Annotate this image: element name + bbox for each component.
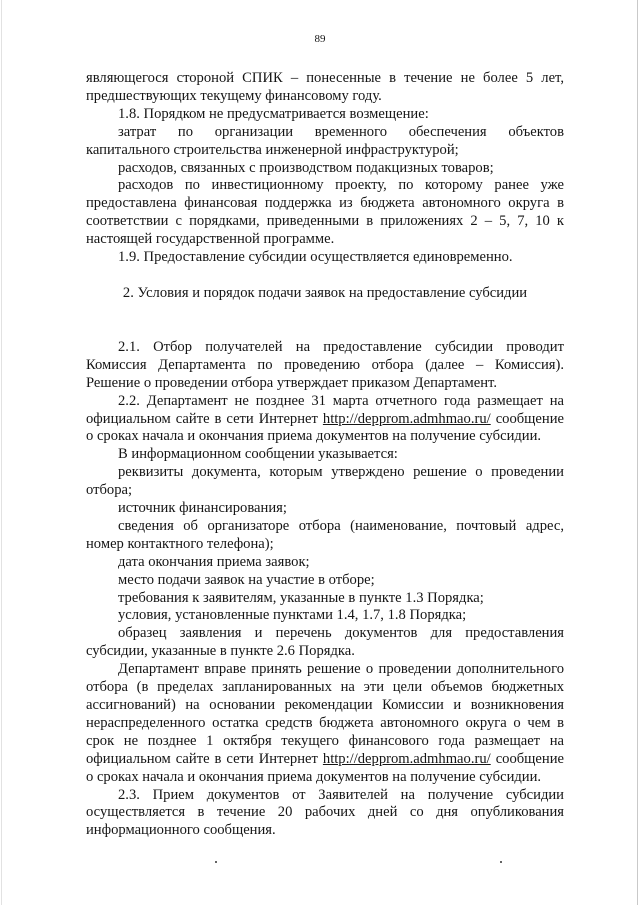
paragraph-line: предоставлена финансовая поддержка из бюджета автономного округа в <box>86 195 564 212</box>
paragraph-line: субсидии, указанные в пункте 2.6 Порядка. <box>86 643 355 660</box>
paragraph-line: место подачи заявок на участие в отборе; <box>118 571 375 588</box>
paragraph-line: сведения об организаторе отбора (наименование, почтовый адрес, <box>118 517 564 534</box>
paragraph-line: образец заявления и перечень документов для предоставления <box>118 625 564 642</box>
line-text: сообщение <box>495 410 564 427</box>
paragraph-line: Департамент вправе принять решение о проведении дополнительного <box>118 661 564 678</box>
paragraph-line: источник финансирования; <box>118 500 287 517</box>
paragraph-line: отбора (в пределах запланированных на эти цели объемов бюджетных <box>86 679 564 696</box>
scan-speck <box>500 861 502 863</box>
paragraph-line: предшествующих текущему финансовому году. <box>86 87 382 104</box>
paragraph-line: условия, установленные пунктами 1.4, 1.7, 1.8 Порядка; <box>118 607 467 624</box>
paragraph-line: В информационном сообщении указывается: <box>118 446 398 463</box>
paragraph-line: соответствии с порядками, приведенными в приложениях 2 – 5, 7, 10 к <box>86 213 564 230</box>
paragraph-line: 1.9. Предоставление субсидии осуществляется единовременно. <box>118 249 513 266</box>
paragraph-line: 2.3. Прием документов от Заявителей на получение субсидии <box>118 786 564 803</box>
paragraph-line: расходов по инвестиционному проекту, по которому ранее уже <box>118 177 564 194</box>
website-link[interactable]: http://depprom.admhmao.ru/ <box>322 410 491 427</box>
spacer <box>86 267 564 285</box>
paragraph-line <box>86 411 564 429</box>
paragraph-line: срок не позднее 1 октября текущего финансового года размещает на <box>86 732 564 749</box>
paragraph-line: расходов, связанных с производством подакцизных товаров; <box>118 159 494 176</box>
paragraph-line: настоящей государственной программе. <box>86 231 335 248</box>
page-edge-left <box>1 0 2 905</box>
paragraph-line: 2.2. Департамент не позднее 31 марта отчетного года размещает на <box>118 392 564 409</box>
line-text: сообщение <box>495 750 564 767</box>
paragraph-line: номер контактного телефона); <box>86 535 274 552</box>
spacer <box>86 303 564 339</box>
paragraph-line: о сроках начала и окончания приема документов на получение субсидии. <box>86 428 542 445</box>
paragraph-line: требования к заявителям, указанные в пункте 1.3 Порядка; <box>118 589 484 606</box>
paragraph-line: отбора; <box>86 482 133 499</box>
paragraph-line: Комиссия Департамента по проведению отбора (далее – Комиссия). <box>86 356 564 373</box>
paragraph-line <box>86 751 564 769</box>
website-link[interactable]: http://depprom.admhmao.ru/ <box>322 750 491 767</box>
line-text: официальном сайте в сети Интернет <box>86 410 318 427</box>
paragraph-line: информационного сообщения. <box>86 822 276 839</box>
line-text: официальном сайте в сети Интернет <box>86 750 318 767</box>
page-edge-right <box>637 0 638 905</box>
paragraph-line: реквизиты документа, которым утверждено решение о проведении <box>118 464 564 481</box>
paragraph-line: капитального строительства инженерной инфраструктурой; <box>86 141 459 158</box>
paragraph-line: затрат по организации временного обеспечения объектов <box>118 123 564 140</box>
paragraph-line: нераспределенного остатка средств бюджета автономного округа о чем в <box>86 714 564 731</box>
paragraph-line: о сроках начала и окончания приема документов на получение субсидии. <box>86 768 542 785</box>
document-body <box>86 70 564 840</box>
paragraph-line: являющегося стороной СПИК – понесенные в течение не более 5 лет, <box>86 70 564 86</box>
paragraph-line: осуществляется в течение 20 рабочих дней со дня опубликования <box>86 804 564 821</box>
paragraph-line: ассигнований) на основании рекомендации Комиссии и возникновения <box>86 697 564 713</box>
page-number: 89 <box>314 33 326 45</box>
paragraph-line: Решение о проведении отбора утверждает приказом Департамент. <box>86 374 497 391</box>
paragraph-line: 2.1. Отбор получателей на предоставление субсидии проводит <box>118 338 564 355</box>
section-heading: 2. Условия и порядок подачи заявок на предоставление субсидии <box>122 284 528 301</box>
scan-speck <box>215 861 217 863</box>
paragraph-line: 1.8. Порядком не предусматривается возмещение: <box>118 105 429 122</box>
paragraph-line: дата окончания приема заявок; <box>118 553 310 570</box>
